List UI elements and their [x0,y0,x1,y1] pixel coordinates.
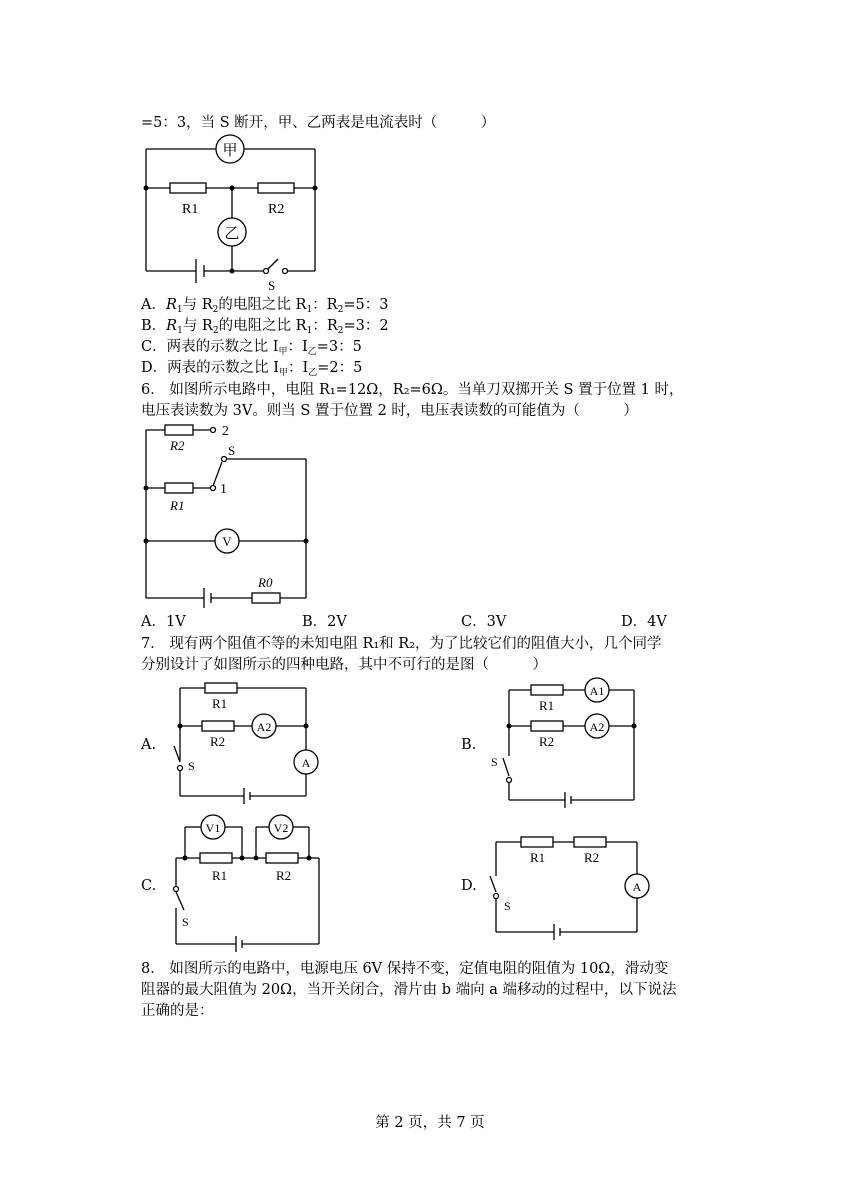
q7-circuit-d [490,830,650,945]
q7-b-s: S [491,755,498,769]
q5-option-d: D．两表的示数之比 $I_甲$：$I_乙=2$：5 [141,360,363,378]
q7-d-m1: A [632,880,642,894]
q7-line2: 分别设计了如图所示的四种电路，其中不可行的是图（ ） [141,657,547,673]
q5-r1-label: R1 [182,202,199,217]
q7-a-m1: A2 [256,720,272,734]
q6-line1: 6． 如图所示电路中，电阻 R₁=12Ω，R₂=6Ω。当单刀双掷开关 S 置于位置 1 时， [141,382,684,398]
q7-d-r1: R1 [530,850,546,865]
q6-option-d: D．4V [621,614,667,630]
q6-voltmeter: V [222,534,232,549]
q5-option-a: A．$R_1$与 $R_2$的电阻之比 $R_1$：$R_2=5$：3 [141,297,389,315]
q5-option-b: B．$R_1$与 $R_2$的电阻之比 $R_1$：$R_2=3$：2 [141,318,389,336]
q8-line3: 正确的是： [141,1003,214,1019]
q6-r2-label: R2 [170,438,185,453]
q6-option-c: C．3V [461,614,507,630]
q7-circuit-a [170,680,320,805]
q7-c-r2: R2 [276,868,292,883]
q6-line2: 电压表读数为 3V。则当 S 置于位置 2 时，电压表读数的可能值为（ ） [141,403,638,419]
q5-r2-label: R2 [268,202,285,217]
q7-line1: 7． 现有两个阻值不等的未知电阻 R₁和 R₂，为了比较它们的阻值大小，几个同学 [141,636,662,652]
q6-pos2-label: 2 [222,424,229,439]
q7-b-m2: A2 [589,720,605,734]
q7-circuit-c [168,810,328,955]
q7-circuit-b-letter: B. [461,737,477,753]
q6-switch-label: S [228,443,236,458]
q7-c-r1: R1 [212,868,228,883]
q7-c-m1: V1 [205,821,221,835]
q6-option-b: B．2V [302,614,347,630]
q7-a-s: S [188,759,195,773]
q7-circuit-b [491,680,645,805]
q7-b-r2: R2 [539,734,555,749]
q5-meter-yi: 乙 [224,226,240,242]
q7-a-m2: A [301,756,311,770]
q5-meter-jia: 甲 [222,143,238,159]
q7-a-r2: R2 [210,734,226,749]
q5-option-c: C．两表的示数之比 $I_甲$：$I_乙=3$：5 [141,339,362,357]
q8-line1: 8． 如图所示的电路中，电源电压 6V 保持不变，定值电阻的阻值为 10Ω，滑动变 [141,961,669,977]
q7-circuit-c-letter: C. [141,878,157,894]
q7-circuit-d-letter: D. [461,878,477,894]
q7-c-m2: V2 [273,821,289,835]
q6-r0-label: R0 [258,575,273,590]
q5-switch-label: S [268,278,276,293]
q5-stem-tail: =5：3，当 S 断开，甲、乙两表是电流表时（ ） [141,115,496,131]
q8-line2: 阻器的最大阻值为 20Ω，当开关闭合，滑片由 b 端向 a 端移动的过程中，以下说法 [141,982,677,998]
q6-circuit-diagram [140,420,320,615]
q7-circuit-a-letter: A. [141,737,157,753]
q7-c-s: S [182,915,189,929]
q7-d-r2: R2 [584,850,600,865]
q7-d-s: S [504,899,511,913]
q7-a-r1: R1 [212,696,228,711]
page-footer: 第 2 页，共 7 页 [375,1115,485,1131]
q5-circuit-diagram [140,135,330,295]
q6-pos1-label: 1 [220,482,227,497]
q6-r1-label: R1 [170,498,185,513]
q6-option-a: A．1V [141,614,186,630]
q7-b-r1: R1 [539,698,555,713]
q7-b-m1: A1 [589,684,605,698]
